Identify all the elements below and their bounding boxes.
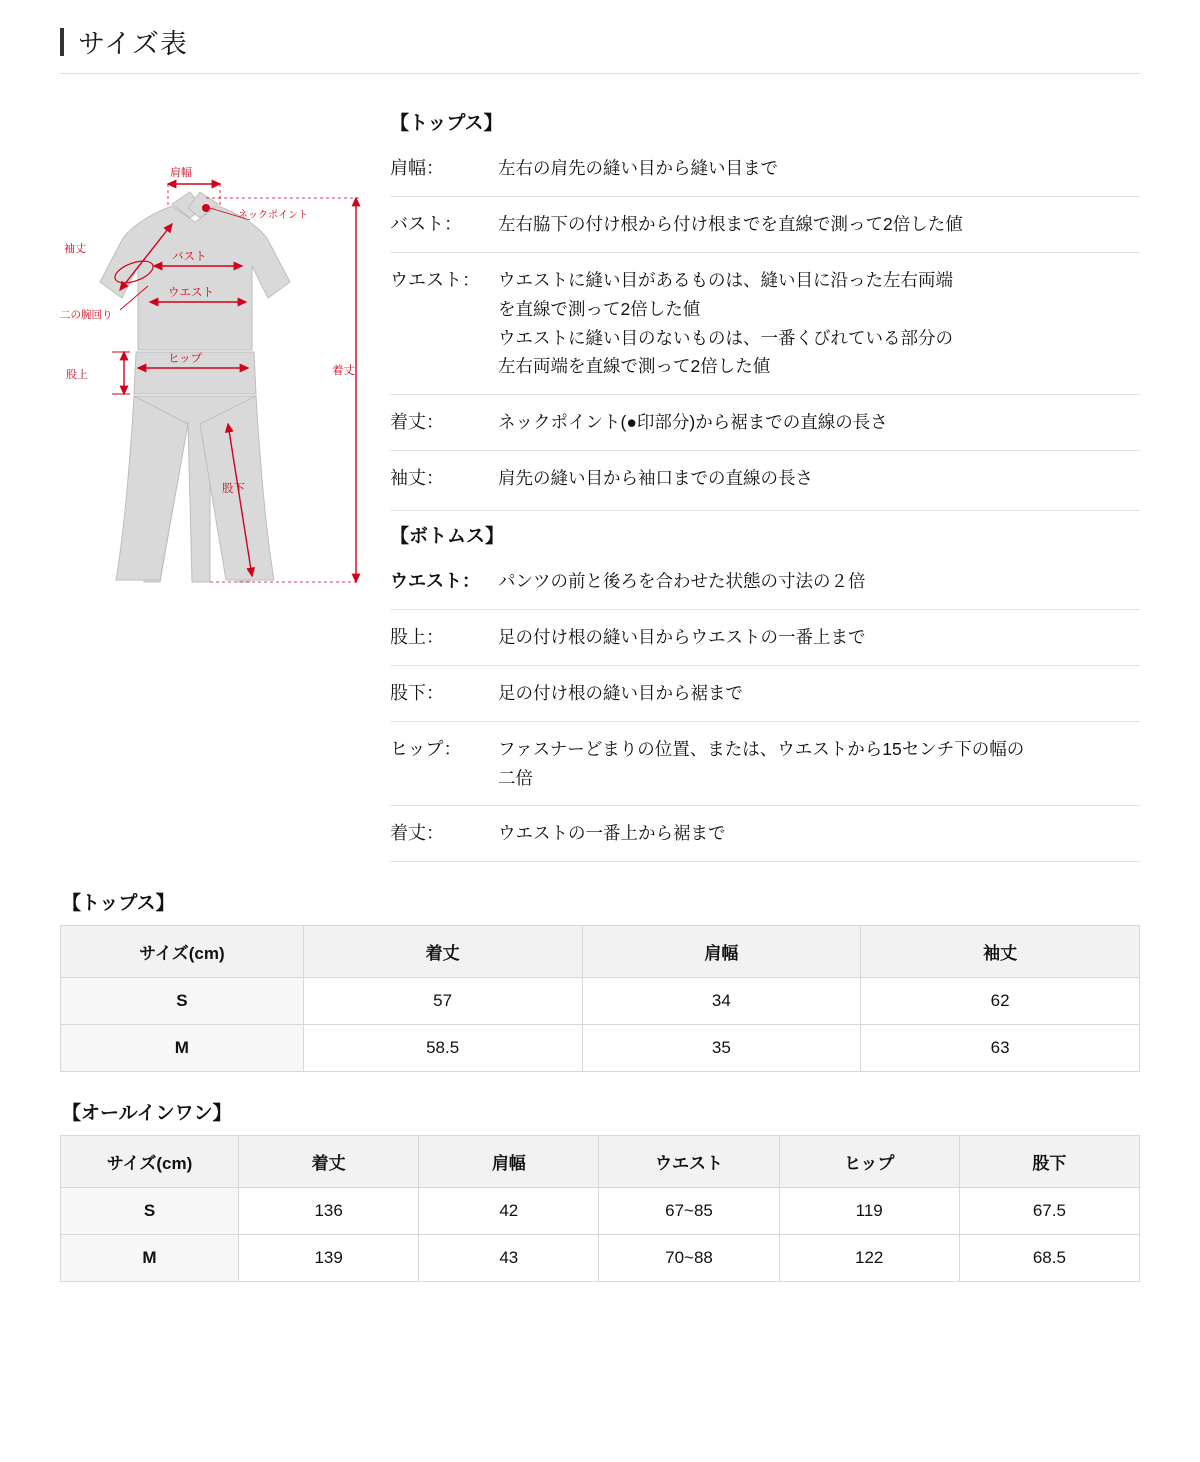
- definition-term: ウエスト：: [390, 269, 480, 290]
- definition-row: [390, 252, 1140, 395]
- definition-line: 足の付け根の縫い目からウエストの一番上まで: [498, 626, 866, 647]
- all-in-one-size-table-block: [60, 1098, 1140, 1282]
- definition-row: [390, 721, 1140, 806]
- table-cell: 122: [779, 1235, 959, 1282]
- definition-line: を直線で測って2倍した値: [498, 298, 701, 319]
- label-shoulder: 肩幅: [170, 167, 192, 179]
- garment-diagram-svg: [60, 162, 380, 722]
- tops-size-table: [60, 925, 1140, 1072]
- bottoms-definition-heading: 【ボトムス】: [390, 510, 1140, 554]
- table-cell: 70~88: [599, 1235, 779, 1282]
- definition-term: 肩幅：: [390, 158, 444, 178]
- garment-illustration: [60, 162, 380, 722]
- label-hip: ヒップ: [168, 353, 203, 365]
- definition-description: [498, 735, 1024, 793]
- definition-term: ヒップ：: [390, 738, 462, 759]
- label-inseam: 股下: [222, 483, 245, 495]
- definition-description: [498, 567, 866, 596]
- definition-description: [498, 210, 963, 239]
- label-rise: 股上: [66, 369, 88, 381]
- definition-row: [390, 450, 1140, 506]
- definition-description: [498, 819, 726, 848]
- column-header: サイズ(cm): [61, 926, 304, 978]
- definition-term: 股下：: [390, 682, 444, 703]
- page-title: サイズ表: [78, 29, 188, 59]
- label-bust: バスト: [172, 251, 207, 263]
- row-header-size: M: [61, 1025, 304, 1072]
- page-title-block: [60, 22, 1200, 61]
- definition-term: 股上：: [390, 626, 444, 647]
- definition-line: ファスナーどまりの位置、または、ウエストから15センチ下の幅の: [498, 738, 1025, 759]
- definition-description: [498, 408, 888, 437]
- table-row: [61, 1235, 1140, 1282]
- garment-figure-column: [60, 92, 390, 722]
- definition-row: [390, 196, 1140, 252]
- definition-description: [498, 623, 866, 652]
- definition-term: 着丈：: [390, 412, 444, 433]
- table-cell: 67~85: [599, 1188, 779, 1235]
- all-in-one-table-label: 【オールインワン】: [62, 1103, 232, 1125]
- row-header-size: S: [61, 1188, 239, 1235]
- column-header: 肩幅: [419, 1136, 599, 1188]
- column-header: サイズ(cm): [61, 1136, 239, 1188]
- table-cell: 57: [303, 978, 582, 1025]
- size-guide-section: [60, 92, 1140, 862]
- definition-description: [498, 266, 953, 382]
- all-in-one-size-table: [60, 1135, 1140, 1282]
- table-header-row: [61, 926, 1140, 978]
- definition-line: ウエストの一番上から裾まで: [498, 823, 726, 844]
- definition-row: [390, 665, 1140, 721]
- table-row: [61, 1188, 1140, 1235]
- column-header: 股下: [959, 1136, 1139, 1188]
- definition-line: パンツの前と後ろを合わせた状態の寸法の２倍: [498, 571, 866, 591]
- definition-line: ウエストに縫い目のないものは、一番くびれている部分の: [498, 327, 953, 348]
- tops-size-table-block: [60, 888, 1140, 1072]
- definition-description: [498, 154, 778, 183]
- column-header: 袖丈: [861, 926, 1140, 978]
- definition-line: 肩先の縫い目から袖口までの直線の長さ: [498, 468, 813, 489]
- definition-line: 左右脇下の付け根から付け根までを直線で測って2倍した値: [498, 213, 963, 234]
- definition-row: [390, 805, 1140, 861]
- definition-list: [390, 92, 1140, 862]
- table-row: [61, 978, 1140, 1025]
- label-neck-point: ネックポイント: [238, 210, 308, 221]
- label-sleeve-length: 袖丈: [64, 243, 86, 255]
- definition-row: [390, 394, 1140, 450]
- table-cell: 58.5: [303, 1025, 582, 1072]
- definition-term: 袖丈：: [390, 468, 444, 489]
- table-cell: 63: [861, 1025, 1140, 1072]
- table-cell: 139: [239, 1235, 419, 1282]
- definition-line: 足の付け根の縫い目から裾まで: [498, 682, 743, 703]
- definition-description: [498, 679, 743, 708]
- definition-description: [498, 464, 813, 493]
- label-upper-arm: 二の腕回り: [60, 309, 113, 321]
- column-header: 着丈: [303, 926, 582, 978]
- title-accent-bar: [60, 28, 64, 56]
- tops-definition-heading: 【トップス】: [390, 113, 503, 134]
- definition-term: バスト：: [390, 213, 462, 234]
- definition-line: 二倍: [498, 767, 533, 788]
- definition-bottom-divider: [390, 861, 1140, 862]
- table-cell: 34: [582, 978, 861, 1025]
- table-cell: 68.5: [959, 1235, 1139, 1282]
- column-header: 着丈: [239, 1136, 419, 1188]
- label-waist: ウエスト: [168, 287, 214, 299]
- table-cell: 62: [861, 978, 1140, 1025]
- table-cell: 136: [239, 1188, 419, 1235]
- tops-table-label: 【トップス】: [62, 893, 175, 915]
- definition-line: 左右両端を直線で測って2倍した値: [498, 356, 771, 377]
- table-cell: 43: [419, 1235, 599, 1282]
- definition-term: 着丈：: [390, 823, 444, 844]
- table-cell: 35: [582, 1025, 861, 1072]
- label-length: 着丈: [332, 365, 355, 377]
- column-header: ヒップ: [779, 1136, 959, 1188]
- table-cell: 119: [779, 1188, 959, 1235]
- row-header-size: M: [61, 1235, 239, 1282]
- definition-row: [390, 554, 1140, 609]
- column-header: ウエスト: [599, 1136, 779, 1188]
- definition-row: [390, 141, 1140, 196]
- row-header-size: S: [61, 978, 304, 1025]
- definition-row: [390, 609, 1140, 665]
- table-cell: 67.5: [959, 1188, 1139, 1235]
- table-row: [61, 1025, 1140, 1072]
- title-divider: [60, 73, 1140, 74]
- definition-line: 左右の肩先の縫い目から縫い目まで: [498, 158, 778, 178]
- table-cell: 42: [419, 1188, 599, 1235]
- definition-term: ウエスト：: [390, 571, 480, 591]
- definition-line: ウエストに縫い目があるものは、縫い目に沿った左右両端: [498, 269, 953, 290]
- table-header-row: [61, 1136, 1140, 1188]
- column-header: 肩幅: [582, 926, 861, 978]
- definition-line: ネックポイント(●印部分)から裾までの直線の長さ: [498, 412, 888, 433]
